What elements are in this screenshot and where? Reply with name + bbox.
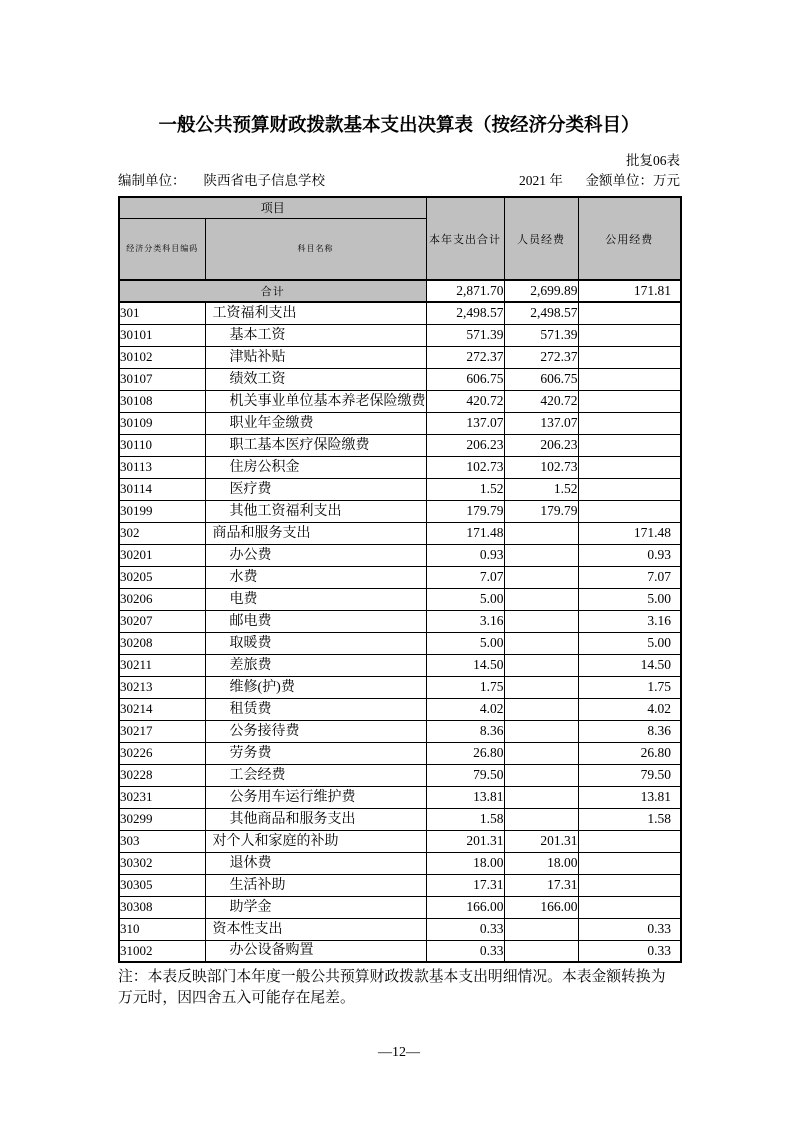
table-row — [119, 500, 681, 522]
row-total: 0.93 — [426, 544, 504, 566]
table-header — [119, 197, 681, 280]
row-code: 30205 — [119, 566, 205, 588]
row-name: 绩效工资 — [205, 368, 426, 390]
row-personnel — [504, 676, 578, 698]
header-project: 项目 — [119, 197, 426, 218]
row-total: 7.07 — [426, 566, 504, 588]
header-public-funds: 公用经费 — [578, 197, 681, 280]
row-public — [578, 896, 681, 918]
row-public: 5.00 — [578, 588, 681, 610]
expenditure-table — [118, 196, 682, 963]
row-name: 工资福利支出 — [205, 302, 426, 324]
table-body — [119, 280, 681, 962]
row-code: 30302 — [119, 852, 205, 874]
row-public: 13.81 — [578, 786, 681, 808]
row-total: 18.00 — [426, 852, 504, 874]
table-row — [119, 544, 681, 566]
row-total: 272.37 — [426, 346, 504, 368]
row-personnel — [504, 654, 578, 676]
row-name: 职工基本医疗保险缴费 — [205, 434, 426, 456]
row-personnel: 17.31 — [504, 874, 578, 896]
table-row — [119, 368, 681, 390]
table-row — [119, 346, 681, 368]
row-name: 公务接待费 — [205, 720, 426, 742]
row-public — [578, 368, 681, 390]
row-public: 171.48 — [578, 522, 681, 544]
row-public — [578, 852, 681, 874]
row-total: 2,498.57 — [426, 302, 504, 324]
row-personnel: 137.07 — [504, 412, 578, 434]
row-public — [578, 874, 681, 896]
row-total: 166.00 — [426, 896, 504, 918]
table-row — [119, 478, 681, 500]
row-personnel: 1.52 — [504, 478, 578, 500]
row-personnel: 102.73 — [504, 456, 578, 478]
row-total: 8.36 — [426, 720, 504, 742]
row-public — [578, 456, 681, 478]
row-public: 4.02 — [578, 698, 681, 720]
row-total: 1.75 — [426, 676, 504, 698]
row-total: 26.80 — [426, 742, 504, 764]
table-row — [119, 874, 681, 896]
table-row — [119, 742, 681, 764]
grand-total-public: 171.81 — [578, 280, 681, 302]
row-code: 30101 — [119, 324, 205, 346]
row-public: 1.75 — [578, 676, 681, 698]
row-name: 其他商品和服务支出 — [205, 808, 426, 830]
prepared-by-value: 陕西省电子信息学校 — [203, 173, 325, 188]
row-personnel — [504, 918, 578, 940]
row-name: 维修(护)费 — [205, 676, 426, 698]
row-public: 14.50 — [578, 654, 681, 676]
row-code: 310 — [119, 918, 205, 940]
table-row — [119, 808, 681, 830]
row-total: 0.33 — [426, 940, 504, 962]
row-personnel — [504, 544, 578, 566]
row-name: 退休费 — [205, 852, 426, 874]
table-row — [119, 918, 681, 940]
row-code: 30206 — [119, 588, 205, 610]
row-code: 302 — [119, 522, 205, 544]
row-name: 租赁费 — [205, 698, 426, 720]
prepared-by — [118, 171, 325, 191]
row-code: 30201 — [119, 544, 205, 566]
table-row — [119, 566, 681, 588]
row-public: 5.00 — [578, 632, 681, 654]
row-code: 30113 — [119, 456, 205, 478]
row-code: 30102 — [119, 346, 205, 368]
row-public: 1.58 — [578, 808, 681, 830]
row-public — [578, 346, 681, 368]
row-code: 30228 — [119, 764, 205, 786]
row-public: 0.33 — [578, 940, 681, 962]
table-row — [119, 764, 681, 786]
table-row — [119, 434, 681, 456]
row-personnel — [504, 698, 578, 720]
row-total: 14.50 — [426, 654, 504, 676]
table-meta-line — [118, 171, 680, 191]
row-personnel — [504, 720, 578, 742]
row-personnel: 2,498.57 — [504, 302, 578, 324]
row-total: 171.48 — [426, 522, 504, 544]
row-public — [578, 830, 681, 852]
row-name: 差旅费 — [205, 654, 426, 676]
table-row — [119, 720, 681, 742]
row-personnel — [504, 808, 578, 830]
row-name: 取暖费 — [205, 632, 426, 654]
row-code: 30305 — [119, 874, 205, 896]
row-public — [578, 412, 681, 434]
amount-unit-label: 金额单位：万元 — [585, 173, 680, 188]
row-code: 30226 — [119, 742, 205, 764]
row-public: 8.36 — [578, 720, 681, 742]
table-row — [119, 302, 681, 324]
row-total: 1.58 — [426, 808, 504, 830]
table-row — [119, 830, 681, 852]
row-total: 102.73 — [426, 456, 504, 478]
table-row — [119, 852, 681, 874]
row-personnel — [504, 940, 578, 962]
table-row — [119, 324, 681, 346]
row-total: 3.16 — [426, 610, 504, 632]
row-name: 水费 — [205, 566, 426, 588]
row-code: 30107 — [119, 368, 205, 390]
footnote: 注：本表反映部门本年度一般公共预算财政拨款基本支出明细情况。本表金额转换为万元时，因四舍五入可能存在尾差。 — [118, 969, 666, 1006]
row-code: 30213 — [119, 676, 205, 698]
row-personnel: 272.37 — [504, 346, 578, 368]
row-name: 助学金 — [205, 896, 426, 918]
row-total: 5.00 — [426, 632, 504, 654]
row-name: 劳务费 — [205, 742, 426, 764]
row-total: 206.23 — [426, 434, 504, 456]
header-subject-name: 科目名称 — [205, 218, 426, 280]
form-number-label: 批复06表 — [626, 153, 680, 168]
row-personnel — [504, 522, 578, 544]
table-row — [119, 412, 681, 434]
row-total: 179.79 — [426, 500, 504, 522]
row-public — [578, 500, 681, 522]
row-code: 31002 — [119, 940, 205, 962]
row-personnel — [504, 610, 578, 632]
table-row — [119, 588, 681, 610]
row-name: 生活补助 — [205, 874, 426, 896]
row-total: 0.33 — [426, 918, 504, 940]
grand-total-label: 合计 — [119, 280, 426, 302]
table-row — [119, 390, 681, 412]
row-public: 0.93 — [578, 544, 681, 566]
row-name: 资本性支出 — [205, 918, 426, 940]
prepared-by-label: 编制单位： — [118, 173, 186, 188]
row-code: 30299 — [119, 808, 205, 830]
row-public — [578, 478, 681, 500]
row-name: 办公费 — [205, 544, 426, 566]
row-name: 工会经费 — [205, 764, 426, 786]
row-name: 对个人和家庭的补助 — [205, 830, 426, 852]
page-title: 一般公共预算财政拨款基本支出决算表（按经济分类科目） — [158, 114, 640, 135]
row-code: 30211 — [119, 654, 205, 676]
header-classification-code: 经济分类科目编码 — [119, 218, 205, 280]
row-code: 30109 — [119, 412, 205, 434]
row-personnel — [504, 742, 578, 764]
table-row — [119, 456, 681, 478]
row-personnel: 201.31 — [504, 830, 578, 852]
row-public: 0.33 — [578, 918, 681, 940]
grand-total-personnel: 2,699.89 — [504, 280, 578, 302]
row-personnel: 571.39 — [504, 324, 578, 346]
row-personnel — [504, 588, 578, 610]
row-code: 30217 — [119, 720, 205, 742]
row-personnel — [504, 786, 578, 808]
row-name: 基本工资 — [205, 324, 426, 346]
document-content — [118, 0, 680, 1061]
fiscal-year: 2021 年 — [519, 173, 563, 188]
table-row — [119, 940, 681, 962]
row-name: 住房公积金 — [205, 456, 426, 478]
row-public — [578, 390, 681, 412]
header-total-expenditure: 本年支出合计 — [426, 197, 504, 280]
row-total: 17.31 — [426, 874, 504, 896]
row-name: 电费 — [205, 588, 426, 610]
table-row — [119, 632, 681, 654]
row-code: 30207 — [119, 610, 205, 632]
row-code: 303 — [119, 830, 205, 852]
row-name: 公务用车运行维护费 — [205, 786, 426, 808]
row-name: 办公设备购置 — [205, 940, 426, 962]
header-personnel-funds: 人员经费 — [504, 197, 578, 280]
row-name: 机关事业单位基本养老保险缴费 — [205, 390, 426, 412]
row-total: 420.72 — [426, 390, 504, 412]
row-code: 30110 — [119, 434, 205, 456]
row-code: 301 — [119, 302, 205, 324]
row-personnel — [504, 566, 578, 588]
row-total: 606.75 — [426, 368, 504, 390]
row-personnel: 18.00 — [504, 852, 578, 874]
row-public — [578, 302, 681, 324]
table-row — [119, 610, 681, 632]
row-name: 津贴补贴 — [205, 346, 426, 368]
row-total: 201.31 — [426, 830, 504, 852]
table-row — [119, 896, 681, 918]
row-personnel: 166.00 — [504, 896, 578, 918]
row-personnel: 206.23 — [504, 434, 578, 456]
row-personnel — [504, 632, 578, 654]
row-code: 30214 — [119, 698, 205, 720]
table-row — [119, 676, 681, 698]
row-total: 4.02 — [426, 698, 504, 720]
row-name: 医疗费 — [205, 478, 426, 500]
row-total: 13.81 — [426, 786, 504, 808]
table-row — [119, 522, 681, 544]
grand-total-row — [119, 280, 681, 302]
row-personnel: 420.72 — [504, 390, 578, 412]
row-public: 7.07 — [578, 566, 681, 588]
row-code: 30308 — [119, 896, 205, 918]
row-public: 3.16 — [578, 610, 681, 632]
row-personnel: 179.79 — [504, 500, 578, 522]
row-public: 26.80 — [578, 742, 681, 764]
row-code: 30114 — [119, 478, 205, 500]
table-row — [119, 654, 681, 676]
table-row — [119, 698, 681, 720]
page-number: —12— — [378, 1045, 420, 1060]
row-public: 79.50 — [578, 764, 681, 786]
row-code: 30108 — [119, 390, 205, 412]
grand-total-amount: 2,871.70 — [426, 280, 504, 302]
row-personnel: 606.75 — [504, 368, 578, 390]
row-name: 商品和服务支出 — [205, 522, 426, 544]
table-row — [119, 786, 681, 808]
row-name: 职业年金缴费 — [205, 412, 426, 434]
row-public — [578, 434, 681, 456]
row-code: 30208 — [119, 632, 205, 654]
row-total: 5.00 — [426, 588, 504, 610]
row-personnel — [504, 764, 578, 786]
row-total: 137.07 — [426, 412, 504, 434]
row-total: 79.50 — [426, 764, 504, 786]
row-public — [578, 324, 681, 346]
row-code: 30199 — [119, 500, 205, 522]
row-name: 邮电费 — [205, 610, 426, 632]
row-total: 571.39 — [426, 324, 504, 346]
row-code: 30231 — [119, 786, 205, 808]
row-total: 1.52 — [426, 478, 504, 500]
row-name: 其他工资福利支出 — [205, 500, 426, 522]
